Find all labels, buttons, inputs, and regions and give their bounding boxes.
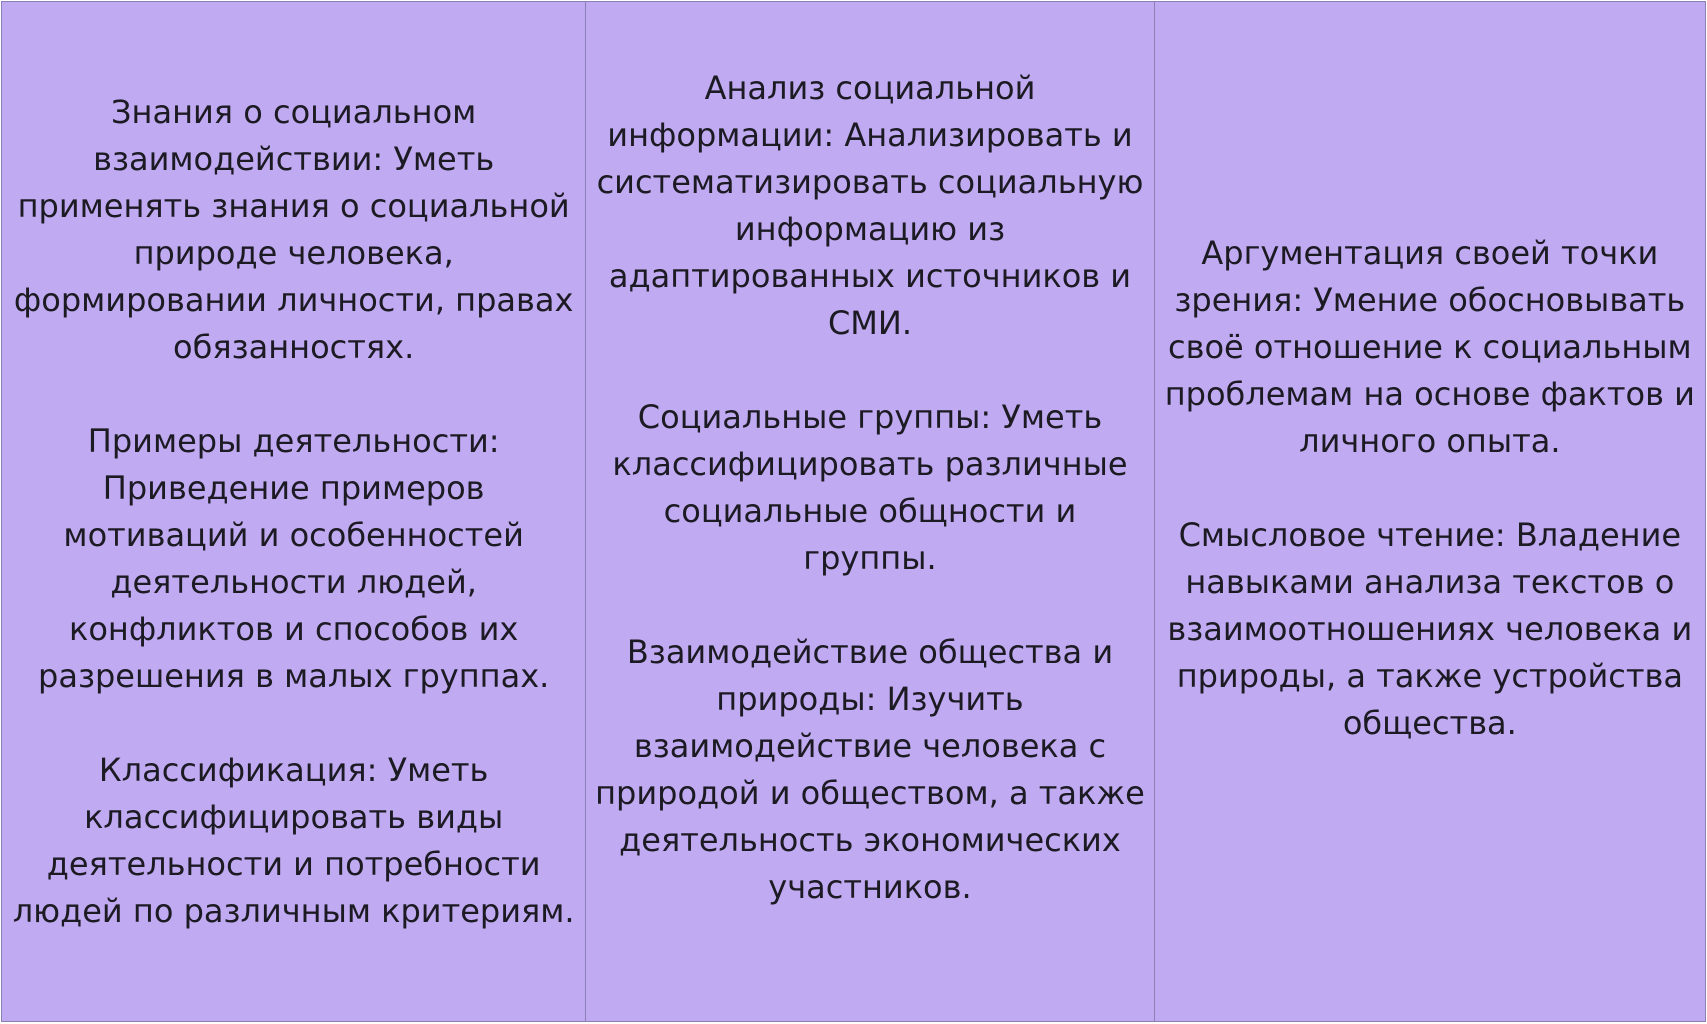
skills-table <box>1 1 1706 1022</box>
cell-text-block: Знания о социальном взаимодействии: Уметь применять знания о социальной природе человека, формировании личности, правах обязанностях. <box>13 93 574 366</box>
cell-text-block: Анализ социальной информации: Анализировать и систематизировать социальную информацию из адаптированных источников и СМИ. <box>596 69 1144 342</box>
cell-text-block: Аргументация своей точки зрения: Умение обосновывать своё отношение к социальным проблемам на основе фактов и личного опыта. <box>1164 234 1695 460</box>
cell-text-block: Классификация: Уметь классифицировать виды деятельности и потребности людей по различным критериям. <box>12 751 575 930</box>
table-column-1 <box>2 2 586 1021</box>
table-column-3 <box>1155 2 1705 1021</box>
cell-text-block: Взаимодействие общества и природы: Изучить взаимодействие человека с природой и обществом, а также деятельность экономических участников. <box>595 633 1145 906</box>
table-column-2 <box>586 2 1154 1021</box>
cell-text-block: Социальные группы: Уметь классифицировать различные социальные общности и группы. <box>612 398 1128 577</box>
cell-text-block: Примеры деятельности: Приведение примеров мотиваций и особенностей деятельности людей, конфликтов и способов их разрешения в малых группах. <box>38 422 550 695</box>
cell-text-block: Смысловое чтение: Владение навыками анализа текстов о взаимоотношениях человека и природы, а также устройства общества. <box>1167 516 1693 742</box>
